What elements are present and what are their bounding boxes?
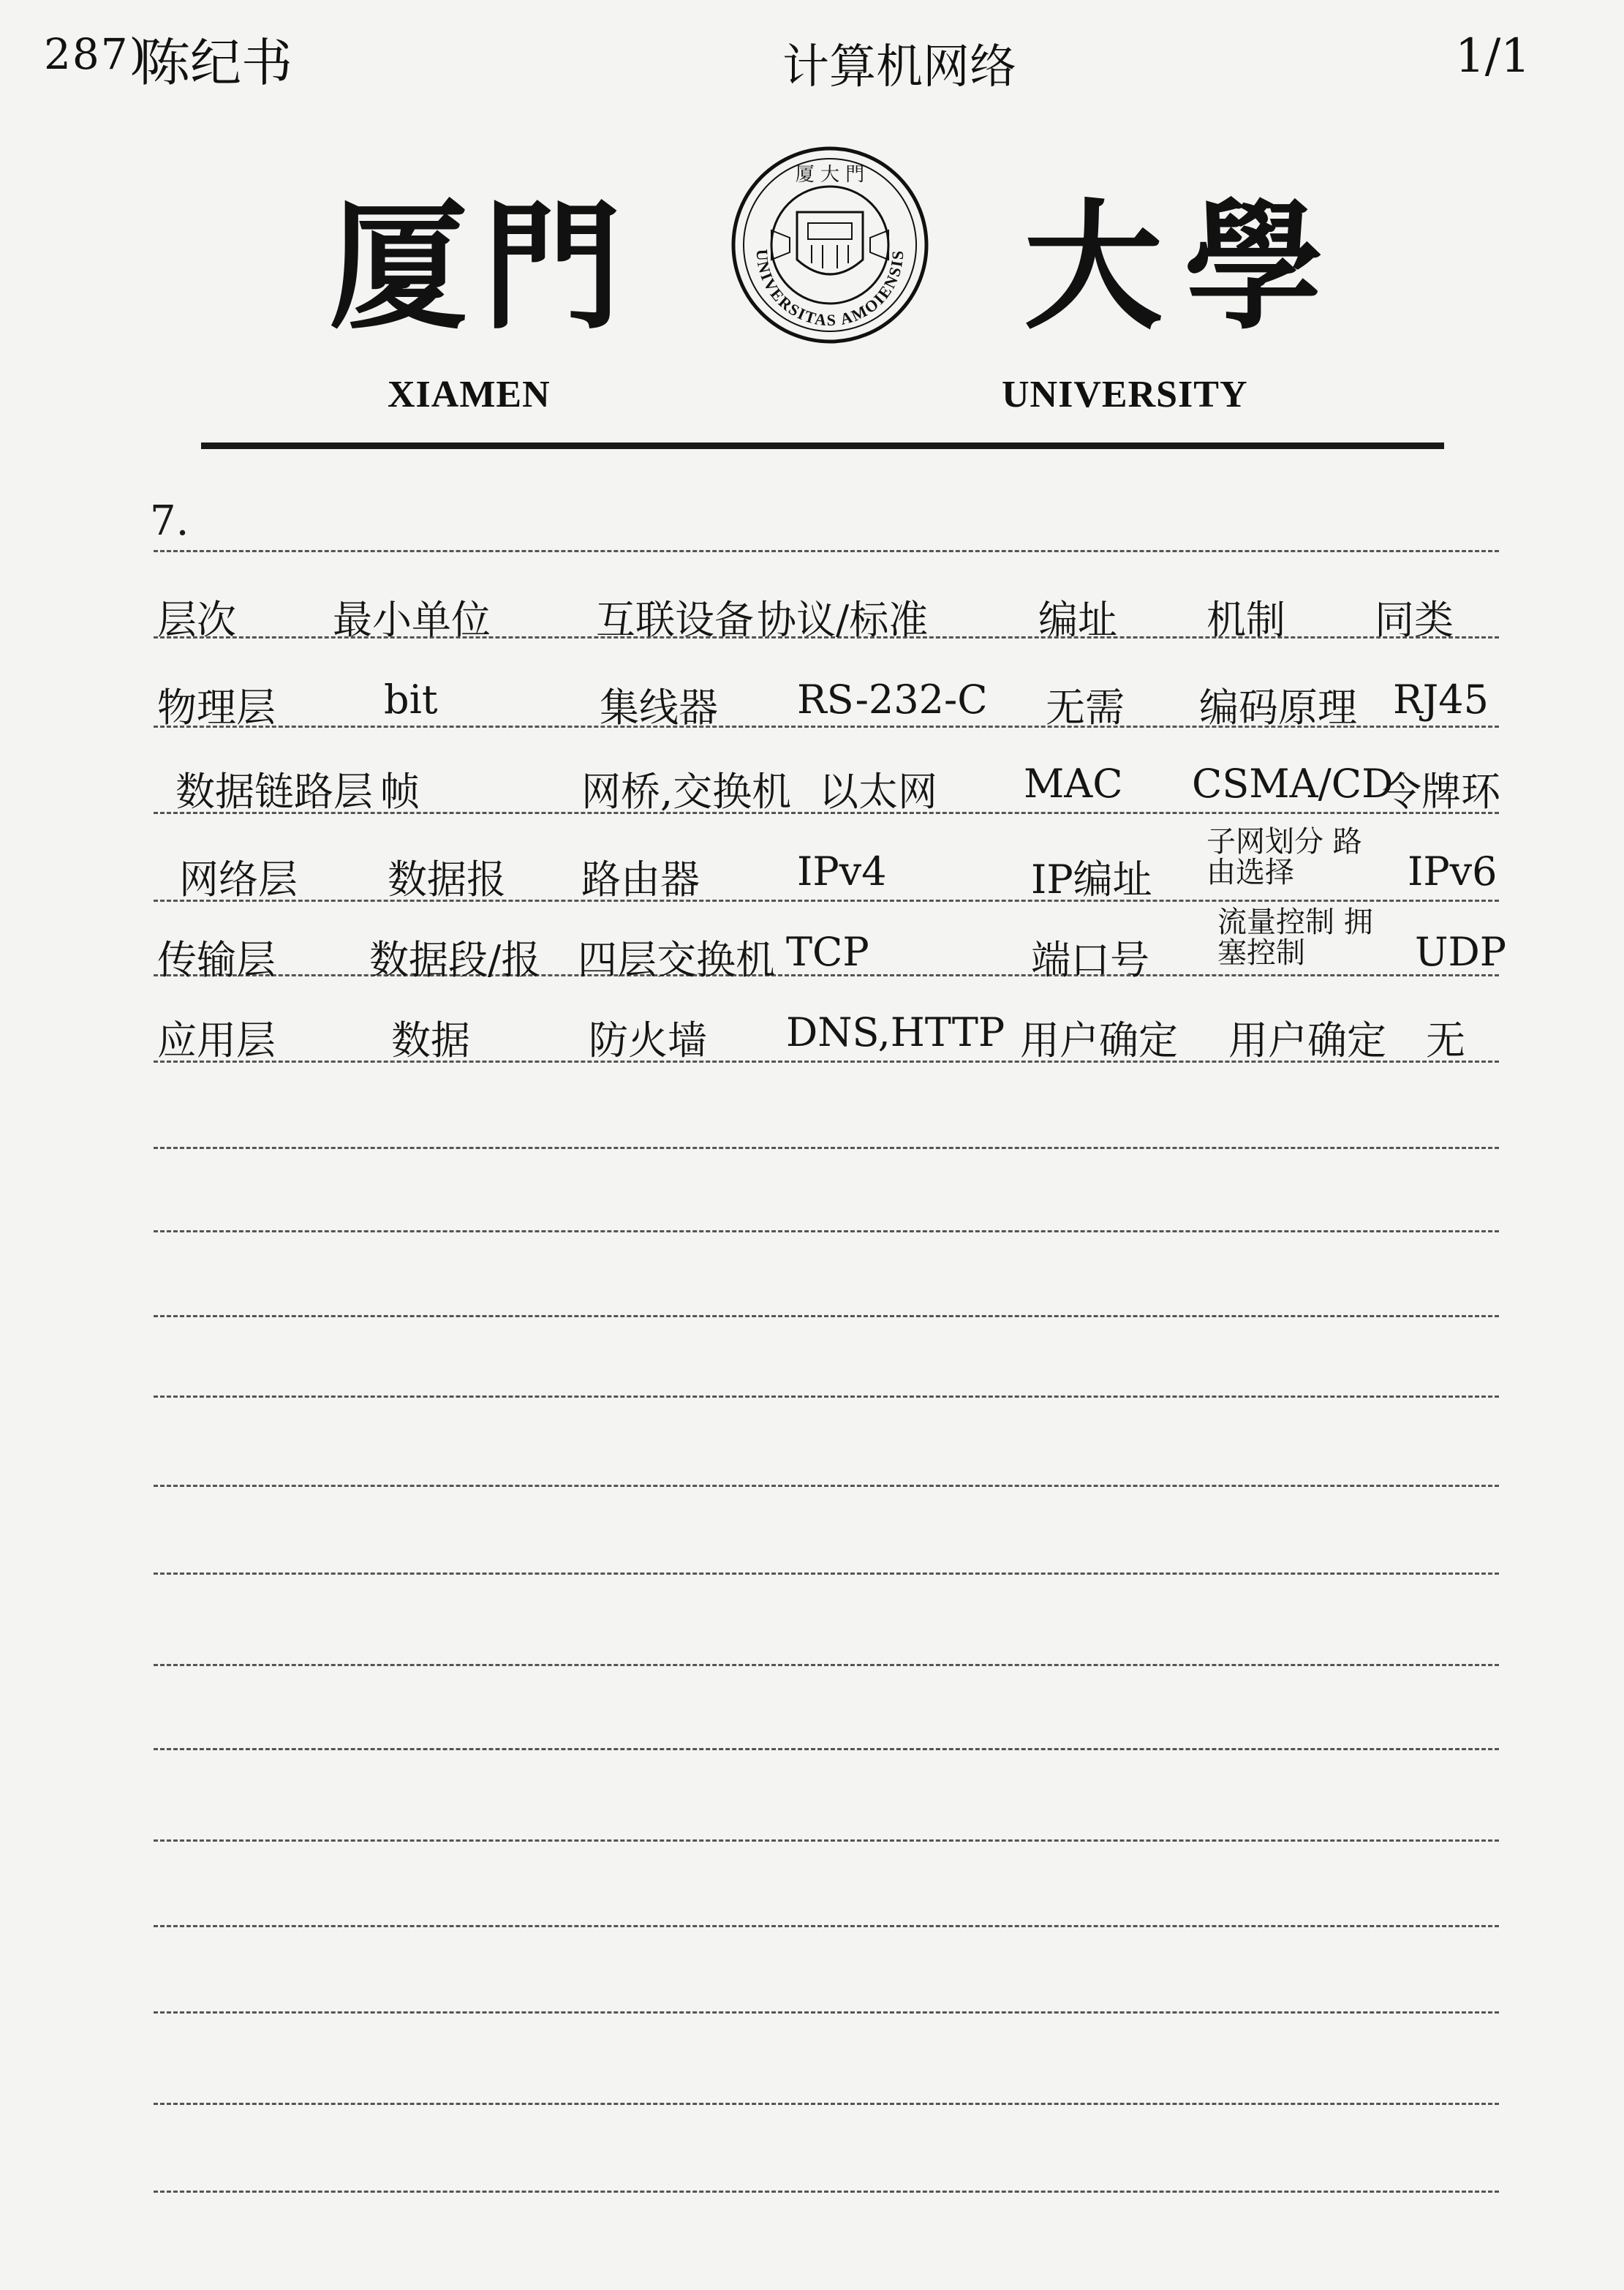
writing-line [154,1573,1499,1575]
table-cell: 数据链路层 [175,769,373,815]
table-cell: MAC [1024,761,1123,807]
table-cell: 用户确定 [1020,1017,1178,1063]
table-header-mechanism: 机制 [1206,597,1285,643]
letterhead-university: UNIVERSITY [1002,374,1248,415]
table-cell: 四层交换机 [578,937,775,983]
table-header-peer: 同类 [1375,597,1454,643]
table-cell: 数据 [391,1017,470,1063]
table-cell: 传输层 [157,937,276,983]
page-number: 1/1 [1455,29,1530,83]
writing-line [154,1748,1499,1750]
writing-line [154,1839,1499,1842]
letterhead-char-3: 大 [1024,185,1163,348]
table-cell: 帧 [380,769,420,815]
table-cell: 子网划分 路由选择 [1206,825,1362,889]
letterhead-char-4: 學 [1185,185,1324,348]
table-cell: 防火墙 [589,1017,707,1063]
table-cell: RJ45 [1393,677,1489,723]
writing-line [154,550,1499,552]
letterhead-divider [201,442,1444,449]
table-cell: 数据段/报 [369,937,541,983]
table-cell: 无需 [1046,685,1125,731]
university-seal-icon [728,143,932,347]
table-cell: TCP [786,929,869,975]
table-cell: 以太网 [819,769,937,815]
question-number: 7. [150,497,189,545]
table-cell: IPv4 [797,848,887,894]
table-cell: 物理层 [157,685,276,731]
table-cell: 路由器 [581,856,700,903]
writing-line [154,1485,1499,1487]
writing-line [154,1664,1499,1666]
table-cell: CSMA/CD [1192,761,1394,807]
table-cell: 端口号 [1031,937,1149,983]
table-header-protocol: 协议/标准 [757,597,929,643]
table-header-address: 编址 [1038,597,1117,643]
table-cell: UDP [1415,929,1507,975]
student-name: 陈纪书 [139,33,292,93]
table-header-device: 互联设备 [596,597,754,643]
letterhead-char-1: 厦 [329,185,469,348]
table-cell: bit [384,677,438,723]
table-cell: IP编址 [1031,856,1152,903]
subject-title: 计算机网络 [782,40,1016,94]
table-header-unit: 最小单位 [333,597,491,643]
letterhead-xiamen: XIAMEN [388,374,551,415]
table-cell: 用户确定 [1228,1017,1386,1063]
writing-line [154,2103,1499,2105]
table-cell: 应用层 [157,1017,276,1063]
letterhead-char-2: 門 [483,185,622,348]
writing-line [154,900,1499,902]
table-cell: 编码原理 [1199,685,1357,731]
svg-text:UNIVERSITAS AMOIENSIS: UNIVERSITAS AMOIENSIS [752,249,907,330]
table-cell: IPv6 [1408,848,1498,894]
table-cell: 网桥,交换机 [581,769,792,815]
writing-line [154,1230,1499,1232]
table-cell: RS-232-C [797,677,988,723]
table-cell: 无 [1426,1017,1465,1063]
writing-line [154,2011,1499,2014]
writing-line [154,1925,1499,1927]
writing-line [154,1396,1499,1398]
table-cell: 流量控制 拥塞控制 [1217,905,1373,970]
writing-line [154,1315,1499,1317]
table-cell: 网络层 [179,856,298,903]
writing-line [154,2191,1499,2193]
table-cell: DNS,HTTP [786,1009,1005,1055]
table-cell: 集线器 [600,685,718,731]
table-cell: 令牌环 [1382,769,1500,815]
student-number: 287) [44,29,148,79]
table-header-layer: 层次 [157,597,236,643]
svg-text:厦 大 門: 厦 大 門 [795,164,865,186]
table-cell: 数据报 [388,856,506,903]
writing-line [154,1147,1499,1149]
